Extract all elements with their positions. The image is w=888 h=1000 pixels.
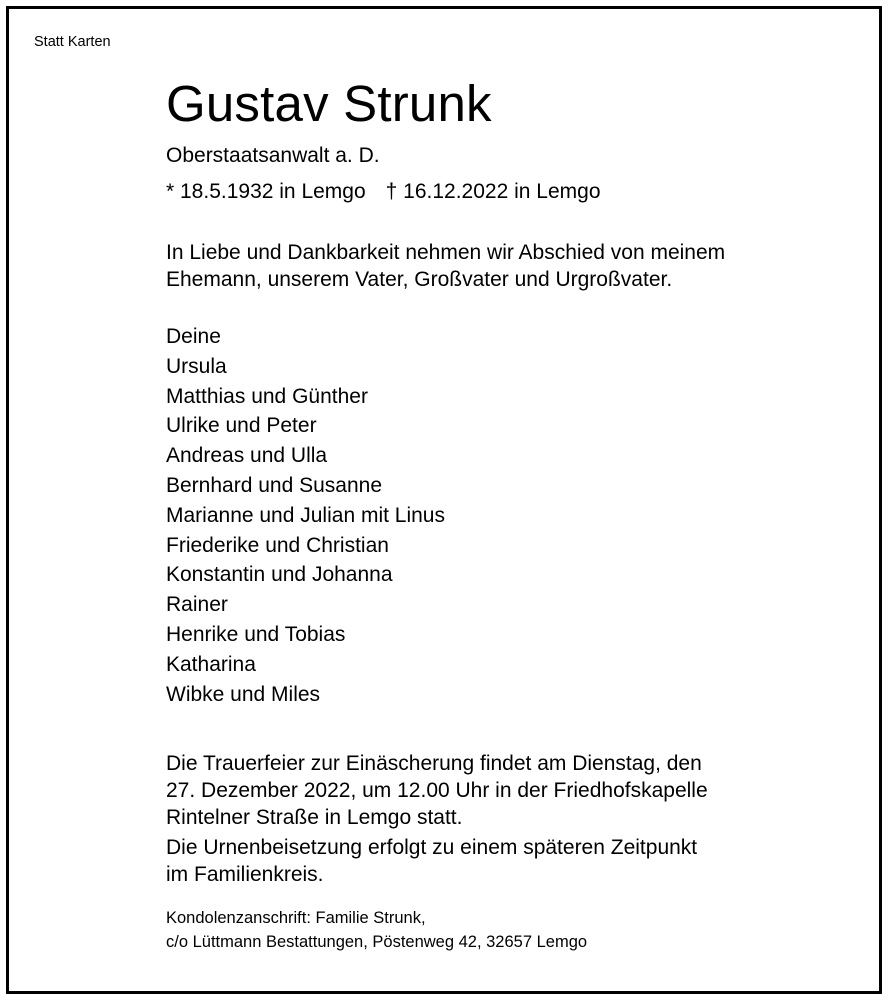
ceremony-line: Rintelner Straße in Lemgo statt.: [166, 806, 463, 829]
ceremony-line: 27. Dezember 2022, um 12.00 Uhr in der Friedhofskapelle: [166, 779, 708, 802]
mourner-item: Konstantin und Johanna: [166, 563, 393, 587]
mourners-list: [166, 324, 445, 711]
mourner-item: Katharina: [166, 652, 256, 676]
tribute-text: [166, 239, 725, 293]
deceased-name: Gustav Strunk: [166, 75, 492, 132]
condolence-address: [166, 906, 587, 954]
birth-date: * 18.5.1932 in Lemgo: [166, 180, 366, 203]
mourner-item: Wibke und Miles: [166, 682, 321, 706]
mourner-item: Bernhard und Susanne: [166, 473, 382, 497]
mourner-item: Friederike und Christian: [166, 533, 389, 557]
tribute-line: In Liebe und Dankbarkeit nehmen wir Abschied von meinem: [166, 241, 726, 264]
life-dates: [166, 179, 601, 205]
address-line: c/o Lüttmann Bestattungen, Pöstenweg 42, 32657 Lemgo: [166, 933, 588, 951]
mourner-item: Ursula: [166, 354, 227, 378]
mourner-item: Rainer: [166, 593, 228, 617]
mourner-item: Henrike und Tobias: [166, 622, 346, 646]
ceremony-info: [166, 750, 708, 831]
death-date: † 16.12.2022 in Lemgo: [385, 180, 601, 203]
burial-info: [166, 834, 697, 888]
header-note: Statt Karten: [34, 34, 111, 50]
tribute-line: Ehemann, unserem Vater, Großvater und Urgroßvater.: [166, 268, 673, 291]
burial-line: Die Urnenbeisetzung erfolgt zu einem späteren Zeitpunkt: [166, 836, 698, 859]
mourner-item: Marianne und Julian mit Linus: [166, 503, 445, 527]
ceremony-line: Die Trauerfeier zur Einäscherung findet am Dienstag, den: [166, 752, 702, 775]
mourner-item: Ulrike und Peter: [166, 414, 317, 438]
address-line: Kondolenzanschrift: Familie Strunk,: [166, 909, 426, 927]
burial-line: im Familienkreis.: [166, 863, 324, 886]
mourner-item: Deine: [166, 325, 221, 348]
mourner-item: Matthias und Günther: [166, 384, 368, 408]
mourner-item: Andreas und Ulla: [166, 444, 328, 468]
deceased-title: Oberstaatsanwalt a. D.: [166, 144, 380, 167]
